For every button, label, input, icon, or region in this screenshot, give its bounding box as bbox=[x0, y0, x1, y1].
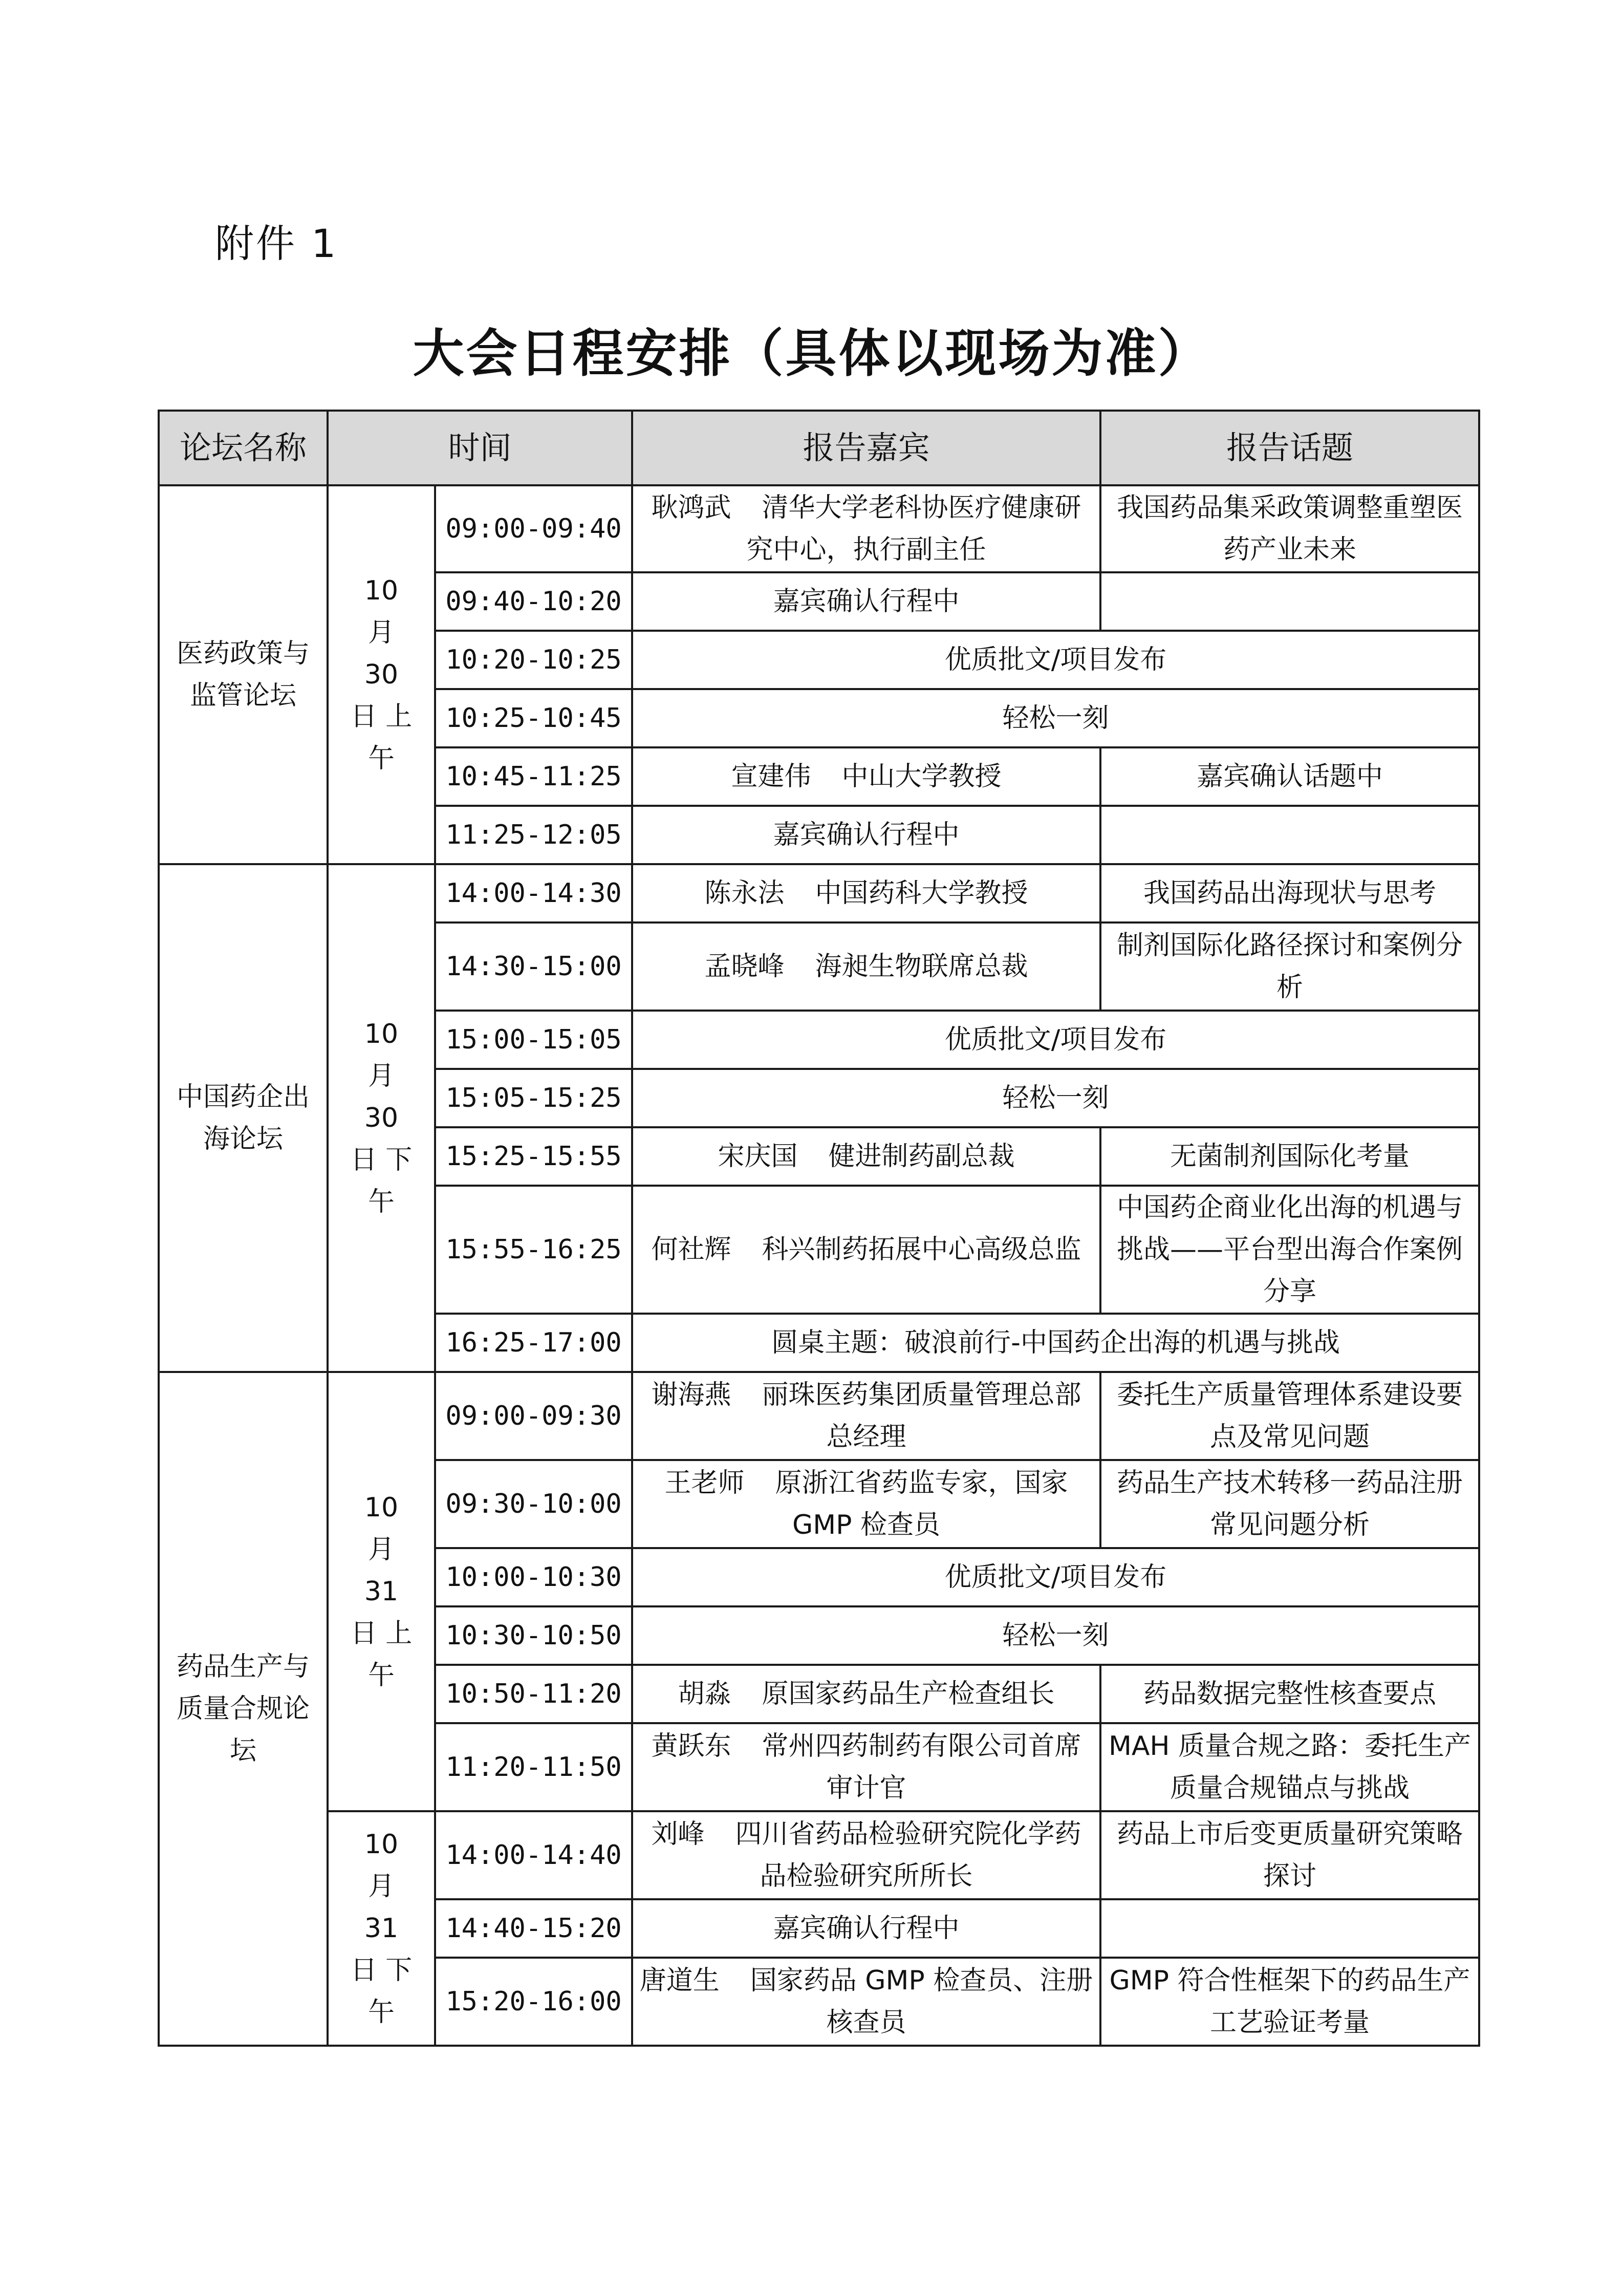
speaker-cell bbox=[632, 485, 1100, 572]
time-cell: 10:30-10:50 bbox=[435, 1606, 632, 1665]
speaker-name: 胡淼 bbox=[678, 1679, 731, 1709]
forum-name-cell: 药品生产与质量合规论坛 bbox=[159, 1372, 328, 2046]
table-row bbox=[159, 1811, 1479, 1899]
page-title: 大会日程安排（具体以现场为准） bbox=[413, 324, 1211, 383]
speaker-name: 耿鸿武 bbox=[651, 492, 731, 523]
speaker-name: 刘峰 bbox=[651, 1819, 705, 1850]
speaker-cell bbox=[632, 1811, 1100, 1899]
speaker-title: 原国家药品生产检查组长 bbox=[762, 1679, 1055, 1709]
speaker-title: 国家药品 GMP 检查员、注册核查员 bbox=[750, 1965, 1093, 2038]
speaker-name: 谢海燕 bbox=[651, 1380, 731, 1410]
time-cell: 10:25-10:45 bbox=[435, 689, 632, 747]
speaker-name: 孟晓峰 bbox=[704, 951, 785, 982]
time-cell: 10:20-10:25 bbox=[435, 631, 632, 689]
merged-cell: 轻松一刻 bbox=[632, 1606, 1479, 1665]
time-cell: 15:00-15:05 bbox=[435, 1011, 632, 1069]
topic-cell bbox=[1100, 572, 1479, 631]
speaker-cell bbox=[632, 922, 1100, 1011]
table-row bbox=[159, 1372, 1479, 1460]
speaker-title: 清华大学老科协医疗健康研究中心，执行副主任 bbox=[746, 492, 1081, 565]
table-row bbox=[159, 864, 1479, 922]
session-date-cell: 10 月 31 日 上午 bbox=[328, 1372, 435, 1811]
time-cell: 11:25-12:05 bbox=[435, 806, 632, 864]
topic-cell: MAH 质量合规之路：委托生产质量合规锚点与挑战 bbox=[1100, 1723, 1479, 1811]
speaker-title: 常州四药制药有限公司首席审计官 bbox=[762, 1731, 1081, 1804]
speaker-title: 中国药科大学教授 bbox=[815, 878, 1028, 909]
speaker-title: 科兴制药拓展中心高级总监 bbox=[762, 1234, 1081, 1265]
merged-cell: 轻松一刻 bbox=[632, 1069, 1479, 1127]
merged-cell: 优质批文/项目发布 bbox=[632, 1011, 1479, 1069]
speaker-cell bbox=[632, 1665, 1100, 1723]
time-cell: 15:55-16:25 bbox=[435, 1186, 632, 1314]
merged-cell: 圆桌主题：破浪前行-中国药企出海的机遇与挑战 bbox=[632, 1314, 1479, 1372]
time-cell: 14:40-15:20 bbox=[435, 1899, 632, 1958]
time-cell: 16:25-17:00 bbox=[435, 1314, 632, 1372]
time-cell: 09:40-10:20 bbox=[435, 572, 632, 631]
header-row bbox=[159, 411, 1479, 485]
topic-cell: 药品上市后变更质量研究策略探讨 bbox=[1100, 1811, 1479, 1899]
header-speaker: 报告嘉宾 bbox=[632, 411, 1100, 485]
topic-cell: 中国药企商业化出海的机遇与挑战——平台型出海合作案例分享 bbox=[1100, 1186, 1479, 1314]
merged-cell: 优质批文/项目发布 bbox=[632, 631, 1479, 689]
time-cell: 10:45-11:25 bbox=[435, 747, 632, 806]
time-cell: 10:00-10:30 bbox=[435, 1548, 632, 1606]
topic-cell: 药品数据完整性核查要点 bbox=[1100, 1665, 1479, 1723]
topic-cell: 制剂国际化路径探讨和案例分析 bbox=[1100, 922, 1479, 1011]
header-forum: 论坛名称 bbox=[159, 411, 328, 485]
speaker-title: 原浙江省药监专家，国家 GMP 检查员 bbox=[775, 1468, 1068, 1540]
time-cell: 15:05-15:25 bbox=[435, 1069, 632, 1127]
speaker-title: 健进制药副总裁 bbox=[828, 1141, 1015, 1172]
speaker-name: 黄跃东 bbox=[651, 1731, 731, 1762]
time-cell: 11:20-11:50 bbox=[435, 1723, 632, 1811]
speaker-title: 海昶生物联席总裁 bbox=[815, 951, 1028, 982]
speaker-cell: 嘉宾确认行程中 bbox=[632, 806, 1100, 864]
time-cell: 14:00-14:30 bbox=[435, 864, 632, 922]
speaker-cell: 嘉宾确认行程中 bbox=[632, 572, 1100, 631]
session-date-cell: 10 月 30 日 下午 bbox=[328, 864, 435, 1372]
speaker-name: 宋庆国 bbox=[718, 1141, 798, 1172]
attachment-label: 附件 1 bbox=[215, 221, 338, 266]
topic-cell: 嘉宾确认话题中 bbox=[1100, 747, 1479, 806]
merged-cell: 优质批文/项目发布 bbox=[632, 1548, 1479, 1606]
time-cell: 14:00-14:40 bbox=[435, 1811, 632, 1899]
topic-cell bbox=[1100, 1899, 1479, 1958]
speaker-cell bbox=[632, 864, 1100, 922]
speaker-cell bbox=[632, 1460, 1100, 1548]
speaker-name: 陈永法 bbox=[704, 878, 785, 909]
time-cell: 14:30-15:00 bbox=[435, 922, 632, 1011]
header-time: 时间 bbox=[328, 411, 632, 485]
time-cell: 15:25-15:55 bbox=[435, 1127, 632, 1186]
time-cell: 15:20-16:00 bbox=[435, 1958, 632, 2046]
speaker-title: 丽珠医药集团质量管理总部总经理 bbox=[762, 1380, 1081, 1452]
topic-cell: 药品生产技术转移一药品注册常见问题分析 bbox=[1100, 1460, 1479, 1548]
speaker-cell: 嘉宾确认行程中 bbox=[632, 1899, 1100, 1958]
merged-cell: 轻松一刻 bbox=[632, 689, 1479, 747]
speaker-name: 王老师 bbox=[664, 1468, 745, 1498]
schedule-table bbox=[158, 410, 1480, 2047]
topic-cell: 我国药品出海现状与思考 bbox=[1100, 864, 1479, 922]
speaker-name: 何社辉 bbox=[651, 1234, 731, 1265]
topic-cell: 我国药品集采政策调整重塑医药产业未来 bbox=[1100, 485, 1479, 572]
speaker-name: 宣建伟 bbox=[731, 761, 811, 792]
table-row bbox=[159, 485, 1479, 572]
time-cell: 10:50-11:20 bbox=[435, 1665, 632, 1723]
topic-cell: GMP 符合性框架下的药品生产工艺验证考量 bbox=[1100, 1958, 1479, 2046]
session-date-cell: 10 月 30 日 上午 bbox=[328, 485, 435, 864]
topic-cell: 委托生产质量管理体系建设要点及常见问题 bbox=[1100, 1372, 1479, 1460]
speaker-cell bbox=[632, 1186, 1100, 1314]
forum-name-cell: 中国药企出海论坛 bbox=[159, 864, 328, 1372]
speaker-cell bbox=[632, 747, 1100, 806]
topic-cell bbox=[1100, 806, 1479, 864]
speaker-cell bbox=[632, 1723, 1100, 1811]
speaker-cell bbox=[632, 1127, 1100, 1186]
time-cell: 09:00-09:30 bbox=[435, 1372, 632, 1460]
header-topic: 报告话题 bbox=[1100, 411, 1479, 485]
speaker-cell bbox=[632, 1958, 1100, 2046]
time-cell: 09:30-10:00 bbox=[435, 1460, 632, 1548]
speaker-title: 四川省药品检验研究院化学药品检验研究所所长 bbox=[735, 1819, 1081, 1892]
forum-name-cell: 医药政策与监管论坛 bbox=[159, 485, 328, 864]
speaker-title: 中山大学教授 bbox=[841, 761, 1002, 792]
time-cell: 09:00-09:40 bbox=[435, 485, 632, 572]
schedule-body bbox=[159, 485, 1479, 2046]
session-date-cell: 10 月 31 日 下午 bbox=[328, 1811, 435, 2046]
speaker-cell bbox=[632, 1372, 1100, 1460]
speaker-name: 唐道生 bbox=[639, 1965, 720, 1996]
topic-cell: 无菌制剂国际化考量 bbox=[1100, 1127, 1479, 1186]
